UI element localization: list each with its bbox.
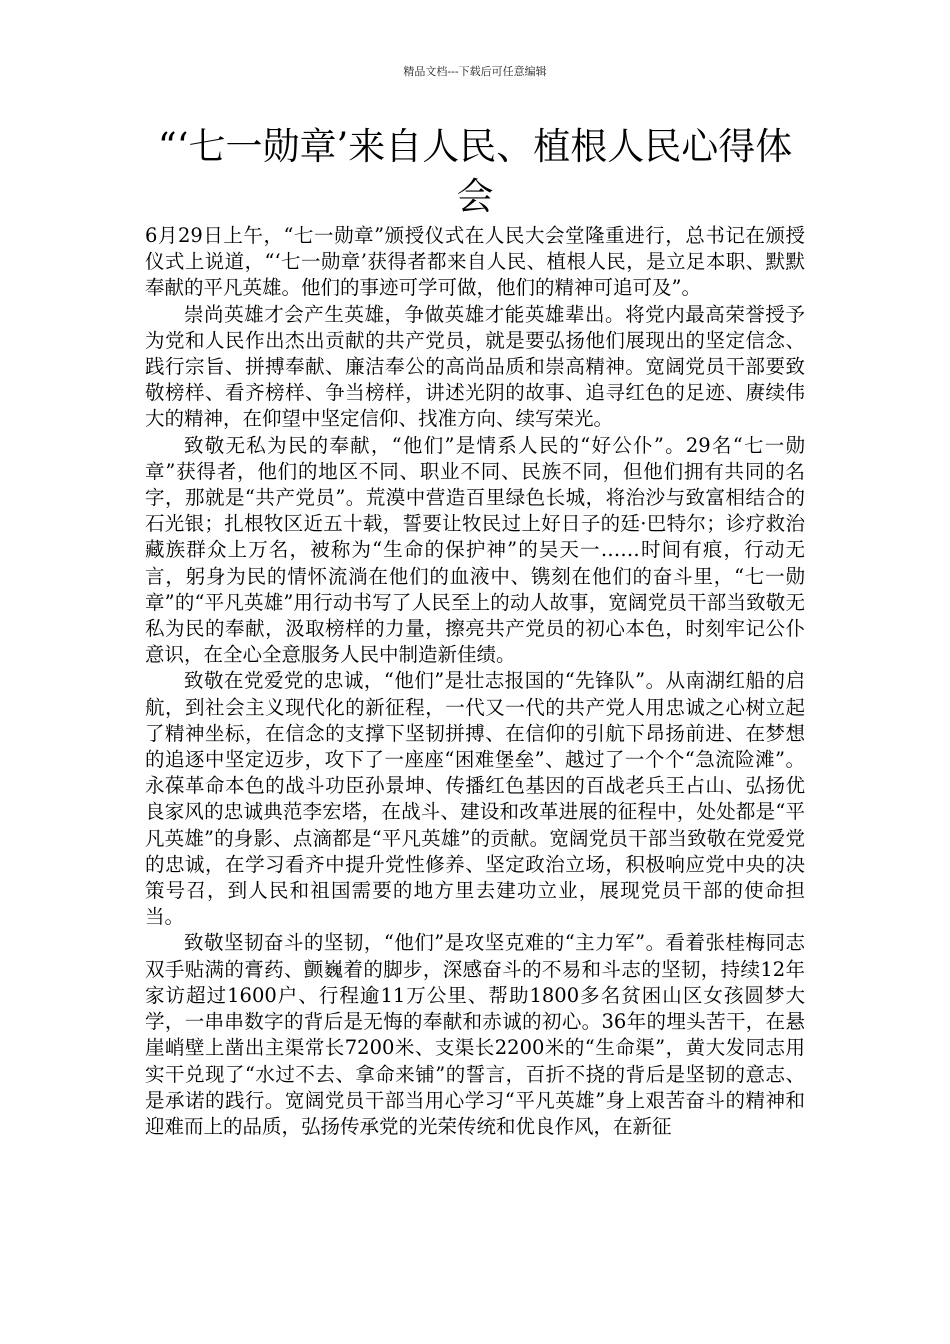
- paragraph-heroes: 崇尚英雄才会产生英雄，争做英雄才能英雄辈出。将党内最高荣誉授予为党和人民作出杰出贡献的共产党员，就是要弘扬他们展现出的坚定信念、践行宗旨、拼搏奉献、廉洁奉公的高尚品质和崇高精神。宽阔党员干部要致敬榜样、看齐榜样、争当榜样，讲述光阴的故事、追寻红色的足迹、赓续伟大的精神，在仰望中坚定信仰、找准方向、续写荣光。: [145, 302, 805, 431]
- paragraph-dedication: 致敬无私为民的奉献，“他们”是情系人民的“好公仆”。29名“七一勋章”获得者，他们的地区不同、职业不同、民族不同，但他们拥有共同的名字，那就是“共产党员”。荒漠中营造百里绿色长城，将治沙与致富相结合的石光银；扎根牧区近五十载，誓要让牧民过上好日子的廷·巴特尔；诊疗救治藏族群众上万名，被称为“生命的保护神”的吴天一……时间有痕，行动无言，躬身为民的情怀流淌在他们的血液中、镌刻在他们的奋斗里，“七一勋章”的“平凡英雄”用行动书写了人民至上的动人故事，宽阔党员干部当致敬无私为民的奉献，汲取榜样的力量，擦亮共产党员的初心本色，时刻牢记公仆意识，在全心全意服务人民中制造新佳绩。: [145, 433, 805, 667]
- document-body: [145, 223, 805, 1140]
- page-header: 精品文档---下载后可任意编辑: [403, 65, 547, 78]
- paragraph-loyalty: 致敬在党爱党的忠诚，“他们”是壮志报国的“先锋队”。从南湖红船的启航，到社会主义现代化的新征程，一代又一代的共产党人用忠诚之心树立起了精神坐标，在信念的支撑下坚韧拼搏、在信仰的引航下昂扬前进、在梦想的追逐中坚定迈步，攻下了一座座“困难堡垒”、越过了一个个“急流险滩”。永葆革命本色的战斗功臣孙景坤、传播红色基因的百战老兵王占山、弘扬优良家风的忠诚典范李宏塔，在战斗、建设和改革进展的征程中，处处都是“平凡英雄”的身影、点滴都是“平凡英雄”的贡献。宽阔党员干部当致敬在党爱党的忠诚，在学习看齐中提升党性修养、坚定政治立场，积极响应党中央的决策号召，到人民和祖国需要的地方里去建功立业，展现党员干部的使命担当。: [145, 669, 805, 929]
- paragraph-perseverance: 致敬坚韧奋斗的坚韧，“他们”是攻坚克难的“主力军”。看着张桂梅同志双手贴满的膏药、颤巍着的脚步，深感奋斗的不易和斗志的坚韧，持续12年家访超过1600户、行程逾11万公里、帮助1800多名贫困山区女孩圆梦大学，一串串数字的背后是无悔的奉献和赤诚的初心。36年的埋头苦干，在悬崖峭壁上凿出主渠常长7200米、支渠长2200米的“生命渠”，黄大发同志用实干兑现了“水过不去、拿命来铺”的誓言，百折不挠的背后是坚韧的意志、是承诺的践行。宽阔党员干部当用心学习“平凡英雄”身上艰苦奋斗的精神和迎难而上的品质，弘扬传承党的光荣传统和优良作风，在新征: [145, 931, 805, 1138]
- document-title: “‘七一勋章’来自人民、植根人民心得体会: [157, 125, 793, 218]
- paragraph-intro: 6月29日上午，“七一勋章”颁授仪式在人民大会堂隆重进行，总书记在颁授仪式上说道，“‘七一勋章’获得者都来自人民、植根人民，是立足本职、默默奉献的平凡英雄。他们的事迹可学可做，他们的精神可追可及”。: [145, 224, 805, 300]
